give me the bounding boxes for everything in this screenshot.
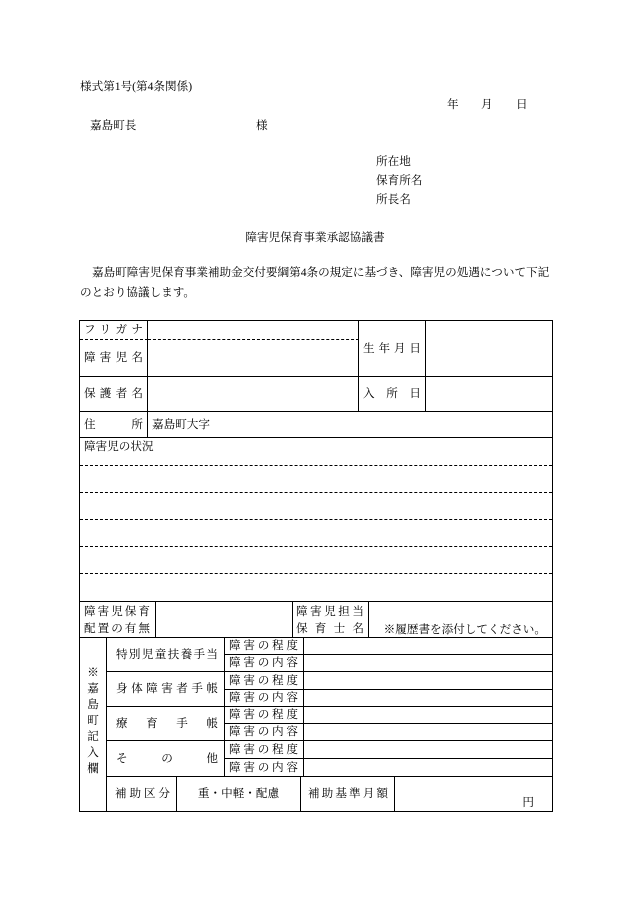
assigned-teacher-label-line: 障害児担当 (296, 604, 364, 618)
admission-date-value-cell (426, 377, 553, 412)
category-label: 身体障害者手帳 (116, 682, 218, 695)
monthly-amount-label: 補助基準月額 (308, 787, 388, 800)
guardian-label: 保護者名 (84, 387, 143, 400)
guardian-label-cell (80, 377, 148, 412)
disability-content-label: 障害の内容 (229, 691, 298, 704)
office-use-column (80, 638, 107, 812)
furigana-label-cell (80, 321, 148, 340)
address-label: 住所 (84, 417, 143, 431)
disability-detail-label-cell (225, 759, 304, 777)
disability-degree-label: 障害の程度 (229, 639, 298, 652)
disability-detail-value-cell (304, 741, 553, 759)
disability-detail-label-cell (225, 690, 304, 707)
category-cell (107, 707, 225, 741)
disability-detail-label-cell (225, 638, 304, 655)
category-label: 特別児童扶養手当 (116, 647, 218, 661)
address-label-cell (80, 412, 148, 438)
disability-degree-label: 障害の程度 (229, 708, 298, 721)
disability-detail-value-cell (304, 672, 553, 690)
writing-line (80, 519, 552, 520)
addressee: 嘉島町長 (90, 119, 137, 132)
staffing-value-cell (156, 602, 293, 638)
application-table (79, 320, 553, 812)
assigned-teacher-value-cell (369, 602, 553, 638)
disability-content-label: 障害の内容 (229, 656, 298, 669)
assigned-teacher-label-cell (293, 602, 369, 638)
guardian-value-cell (148, 377, 359, 412)
birth-date-label: 生年月日 (363, 341, 421, 355)
staffing-label (84, 603, 150, 637)
child-status-cell (80, 438, 553, 602)
disability-detail-label-cell (225, 672, 304, 690)
subsidy-class-options: 重・中軽・配慮 (197, 787, 280, 800)
body-line: 嘉島町障害児保育事業補助金交付要綱第4条の規定に基づき、障害児の処遇について下記 (92, 266, 550, 279)
date-month-unit: 月 (481, 98, 493, 111)
category-label: 療育手帳 (116, 716, 218, 730)
disability-detail-label-cell (225, 724, 304, 741)
birth-date-label-cell (359, 321, 426, 377)
office-use-label: ※嘉島町記入欄 (87, 666, 99, 775)
yen-unit: 円 (522, 796, 534, 809)
disability-content-label: 障害の内容 (229, 760, 298, 774)
sender-director-label: 所長名 (376, 193, 411, 206)
admission-date-label: 入所日 (363, 387, 421, 400)
monthly-amount-label-cell (301, 777, 395, 812)
sender-location-label: 所在地 (376, 155, 411, 168)
child-status-label: 障害児の状況 (84, 440, 154, 453)
writing-line (80, 492, 552, 493)
admission-date-label-cell (359, 377, 426, 412)
disability-detail-value-cell (304, 724, 553, 741)
staffing-label-cell (80, 602, 156, 638)
category-cell (107, 638, 225, 672)
disability-detail-value-cell (304, 690, 553, 707)
disability-detail-value-cell (304, 638, 553, 655)
disability-content-label: 障害の内容 (229, 725, 298, 738)
subsidy-class-label: 補助区分 (115, 787, 170, 800)
writing-line (80, 573, 552, 574)
category-cell (107, 672, 225, 707)
assigned-teacher-label (296, 603, 364, 637)
category-label: その他 (116, 751, 218, 765)
birth-date-value-cell (426, 321, 553, 377)
disability-degree-label: 障害の程度 (229, 742, 298, 756)
subsidy-class-label-cell (107, 777, 177, 812)
furigana-value-cell (148, 321, 359, 340)
disability-detail-value-cell (304, 655, 553, 672)
child-name-label: 障害児名 (84, 351, 143, 364)
body-line: のとおり協議します。 (80, 286, 196, 299)
address-value-cell (148, 412, 553, 438)
disability-detail-value-cell (304, 759, 553, 777)
address-value: 嘉島町大字 (152, 417, 210, 431)
monthly-amount-value-cell (395, 777, 553, 812)
staffing-label-line: 障害児保育 (84, 604, 150, 618)
document-title: 障害児保育事業承認協議書 (245, 231, 385, 244)
furigana-label: フリガナ (84, 323, 143, 336)
disability-detail-value-cell (304, 707, 553, 724)
writing-line (80, 465, 552, 466)
subsidy-class-value-cell (177, 777, 301, 812)
staffing-label-line: 配置の有無 (84, 621, 150, 635)
date-year-unit: 年 (447, 98, 459, 111)
assigned-teacher-label-line: 保育士名 (296, 621, 364, 635)
writing-line (80, 546, 552, 547)
child-name-label-cell (80, 340, 148, 377)
disability-degree-label: 障害の程度 (229, 673, 298, 687)
child-name-value-cell (148, 340, 359, 377)
category-cell (107, 741, 225, 777)
resume-note: ※履歴書を添付してください。 (383, 623, 546, 636)
disability-detail-label-cell (225, 741, 304, 759)
disability-detail-label-cell (225, 655, 304, 672)
sender-nursery-name-label: 保育所名 (376, 174, 423, 187)
disability-detail-label-cell (225, 707, 304, 724)
date-day-unit: 日 (516, 98, 528, 111)
honorific: 様 (256, 119, 268, 132)
form-number: 様式第1号(第4条関係) (80, 80, 193, 93)
